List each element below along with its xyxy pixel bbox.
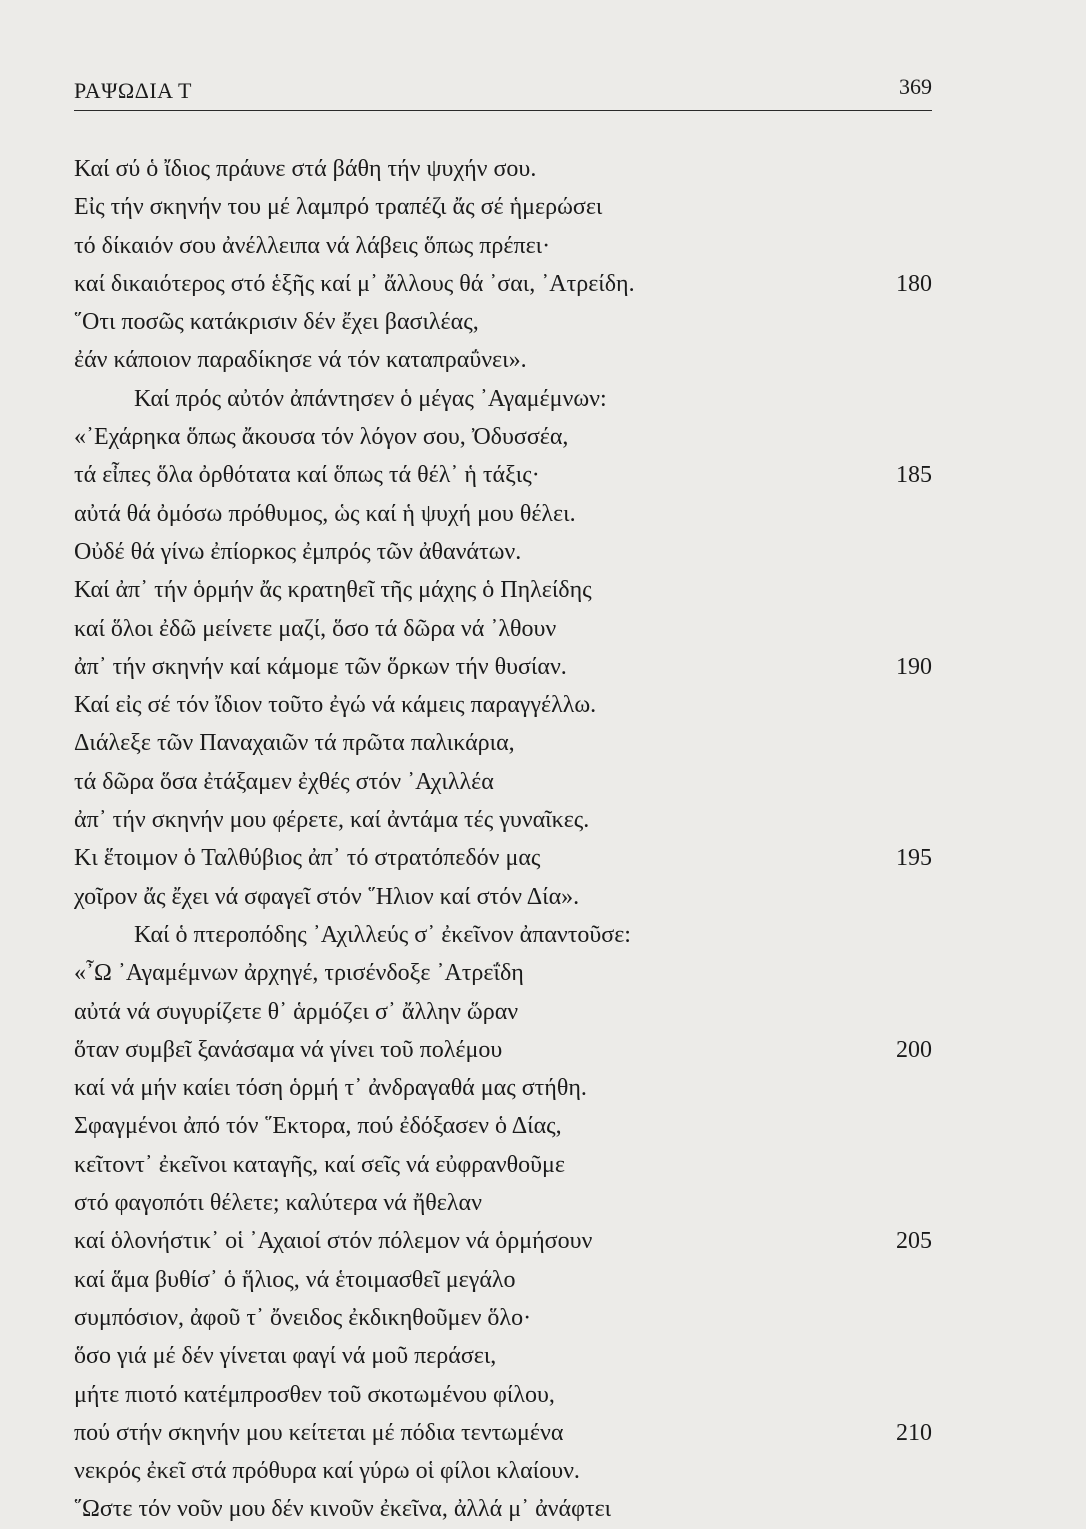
verse-line [74,1069,932,1107]
running-title: ΡΑΨΩΔΙΑ Τ [74,78,192,103]
verse-text: χοῖρον ἄς ἔχει νά σφαγεῖ στόν ῞Ηλιον καί στόν Δία». [74,883,580,910]
verse-text: συμπόσιον, ἀφοῦ τ᾽ ὄνειδος ἐκδικηθοῦμεν ὅλο· [74,1304,532,1331]
verse-text: τά δῶρα ὅσα ἐτάξαμεν ἐχθές στόν ᾽Αχιλλέα [74,768,494,795]
verse-text: αὐτά νά συγυρίζετε θ᾽ ἁρμόζει σ᾽ ἄλλην ὥραν [74,998,519,1025]
verse-line [74,1414,932,1452]
verse-line [74,648,932,686]
verse-line [74,227,932,265]
verse-line [74,686,932,724]
verse-text: Διάλεξε τῶν Παναχαιῶν τά πρῶτα παλικάρια, [74,730,515,757]
line-number: 200 [896,1036,932,1063]
verse-text: ὅσο γιά μέ δέν γίνεται φαγί νά μοῦ περάσει, [74,1343,497,1370]
verse-text: καί δικαιότερος στό ἑξῆς καί μ᾽ ἄλλους θά ᾽σαι, ᾽Ατρείδη. [74,270,635,297]
verse-text: τά εἶπες ὅλα ὀρθότατα καί ὅπως τά θέλ᾽ ἡ τάξις· [74,462,540,489]
verse-text: ἐάν κάποιον παραδίκησε νά τόν καταπραΰνει». [74,347,527,374]
verse-line [74,916,932,954]
verse-text: ἀπ᾽ τήν σκηνήν μου φέρετε, καί ἀντάμα τές γυναῖκες. [74,807,590,834]
verse-text: Καί εἰς σέ τόν ἴδιον τοῦτο ἐγώ νά κάμεις παραγγέλλω. [74,692,597,719]
verse-line [74,265,932,303]
verse-text: Οὐδέ θά γίνω ἐπίορκος ἐμπρός τῶν ἀθανάτων. [74,538,522,565]
verse-text: τό δίκαιόν σου ἀνέλλειπα νά λάβεις ὅπως πρέπει· [74,232,551,259]
verse-line [74,341,932,379]
verse-text: ῞Ωστε τόν νοῦν μου δέν κινοῦν ἐκεῖνα, ἀλλά μ᾽ ἀνάφτει [74,1496,612,1523]
page-number: 369 [899,74,932,99]
line-number: 205 [896,1228,932,1255]
verse-line [74,188,932,226]
verse-line [74,1337,932,1375]
verse-text: Κι ἕτοιμον ὁ Ταλθύβιος ἀπ᾽ τό στρατόπεδόν μας [74,845,541,872]
verse-line [74,839,932,877]
verse-text: ἀπ᾽ τήν σκηνήν καί κάμομε τῶν ὅρκων τήν θυσίαν. [74,653,567,680]
verse-text: στό φαγοπότι θέλετε; καλύτερα νά ἤθελαν [74,1190,482,1217]
verse-line [74,724,932,762]
verse-line [74,954,932,992]
verse-text: πού στήν σκηνήν μου κείτεται μέ πόδια τεντωμένα [74,1419,564,1446]
verse-text: «᾽Εχάρηκα ὅπως ἄκουσα τόν λόγον σου, Ὀδυσσέα, [74,424,569,451]
verse-text: Καί σύ ὁ ἴδιος πράυνε στά βάθη τήν ψυχήν σου. [74,156,537,182]
verse-text: καί ἅμα βυθίσ᾽ ὁ ἥλιος, νά ἑτοιμασθεῖ μεγάλο [74,1266,516,1293]
verse-line [74,1031,932,1069]
verse-text: μήτε πιοτό κατέμπροσθεν τοῦ σκοτωμένου φίλου, [74,1381,555,1408]
verse-line [74,1452,932,1490]
verse-text: Καί πρός αὐτόν ἀπάντησεν ὁ μέγας ᾽Αγαμέμνων: [134,385,607,412]
line-number: 210 [896,1419,932,1446]
verse-line [74,1107,932,1145]
line-number: 190 [896,653,932,680]
verse-text: αὐτά θά ὀμόσω πρόθυμος, ὡς καί ἡ ψυχή μου θέλει. [74,500,576,527]
verse-line [74,878,932,916]
verse-text: κεῖτοντ᾽ ἐκεῖνοι καταγῆς, καί σεῖς νά εὐφρανθοῦμε [74,1151,565,1178]
verse-line [74,610,932,648]
verse-line [74,150,932,188]
verse-text: ῞Οτι ποσῶς κατάκρισιν δέν ἔχει βασιλέας, [74,309,479,336]
verse-line [74,1376,932,1414]
verse-line [74,1222,932,1260]
verse-line [74,801,932,839]
verse-text: Καί ἀπ᾽ τήν ὁρμήν ἄς κρατηθεῖ τῆς μάχης ὁ Πηλείδης [74,577,592,604]
verse-text: «῏Ω ᾽Αγαμέμνων ἀρχηγέ, τρισένδοξε ᾽Ατρεΐδη [74,960,524,987]
verse-line [74,418,932,456]
page-header [74,74,932,111]
verse-line [74,495,932,533]
verse-block [74,150,932,1529]
verse-text: νεκρός ἐκεῖ στά πρόθυρα καί γύρω οἱ φίλοι κλαίουν. [74,1458,580,1485]
verse-line [74,1146,932,1184]
verse-line [74,993,932,1031]
line-number: 180 [896,270,932,297]
verse-line [74,533,932,571]
verse-text: Εἰς τήν σκηνήν του μέ λαμπρό τραπέζι ἄς σέ ἡμερώσει [74,194,603,221]
verse-line [74,1261,932,1299]
verse-line [74,571,932,609]
verse-text: Καί ὁ πτεροπόδης ᾽Αχιλλεύς σ᾽ ἐκεῖνον ἀπαντοῦσε: [134,921,631,948]
verse-text: καί ὁλονήστικ᾽ οἱ ᾽Αχαιοί στόν πόλεμον νά ὁρμήσουν [74,1228,593,1255]
verse-text: ὅταν συμβεῖ ξανάσαμα νά γίνει τοῦ πολέμου [74,1036,503,1063]
verse-line [74,1184,932,1222]
verse-line [74,1490,932,1528]
verse-text: καί ὅλοι ἐδῶ μείνετε μαζί, ὅσο τά δῶρα νά ᾽λθουν [74,615,557,642]
verse-line [74,380,932,418]
verse-line [74,763,932,801]
line-number: 185 [896,462,932,489]
verse-line [74,1299,932,1337]
verse-text: καί νά μήν καίει τόση ὁρμή τ᾽ ἀνδραγαθά μας στήθη. [74,1075,587,1102]
verse-line [74,303,932,341]
verse-text: Σφαγμένοι ἀπό τόν ῞Εκτορα, πού ἐδόξασεν ὁ Δίας, [74,1113,562,1140]
line-number: 195 [896,845,932,872]
verse-line [74,456,932,494]
